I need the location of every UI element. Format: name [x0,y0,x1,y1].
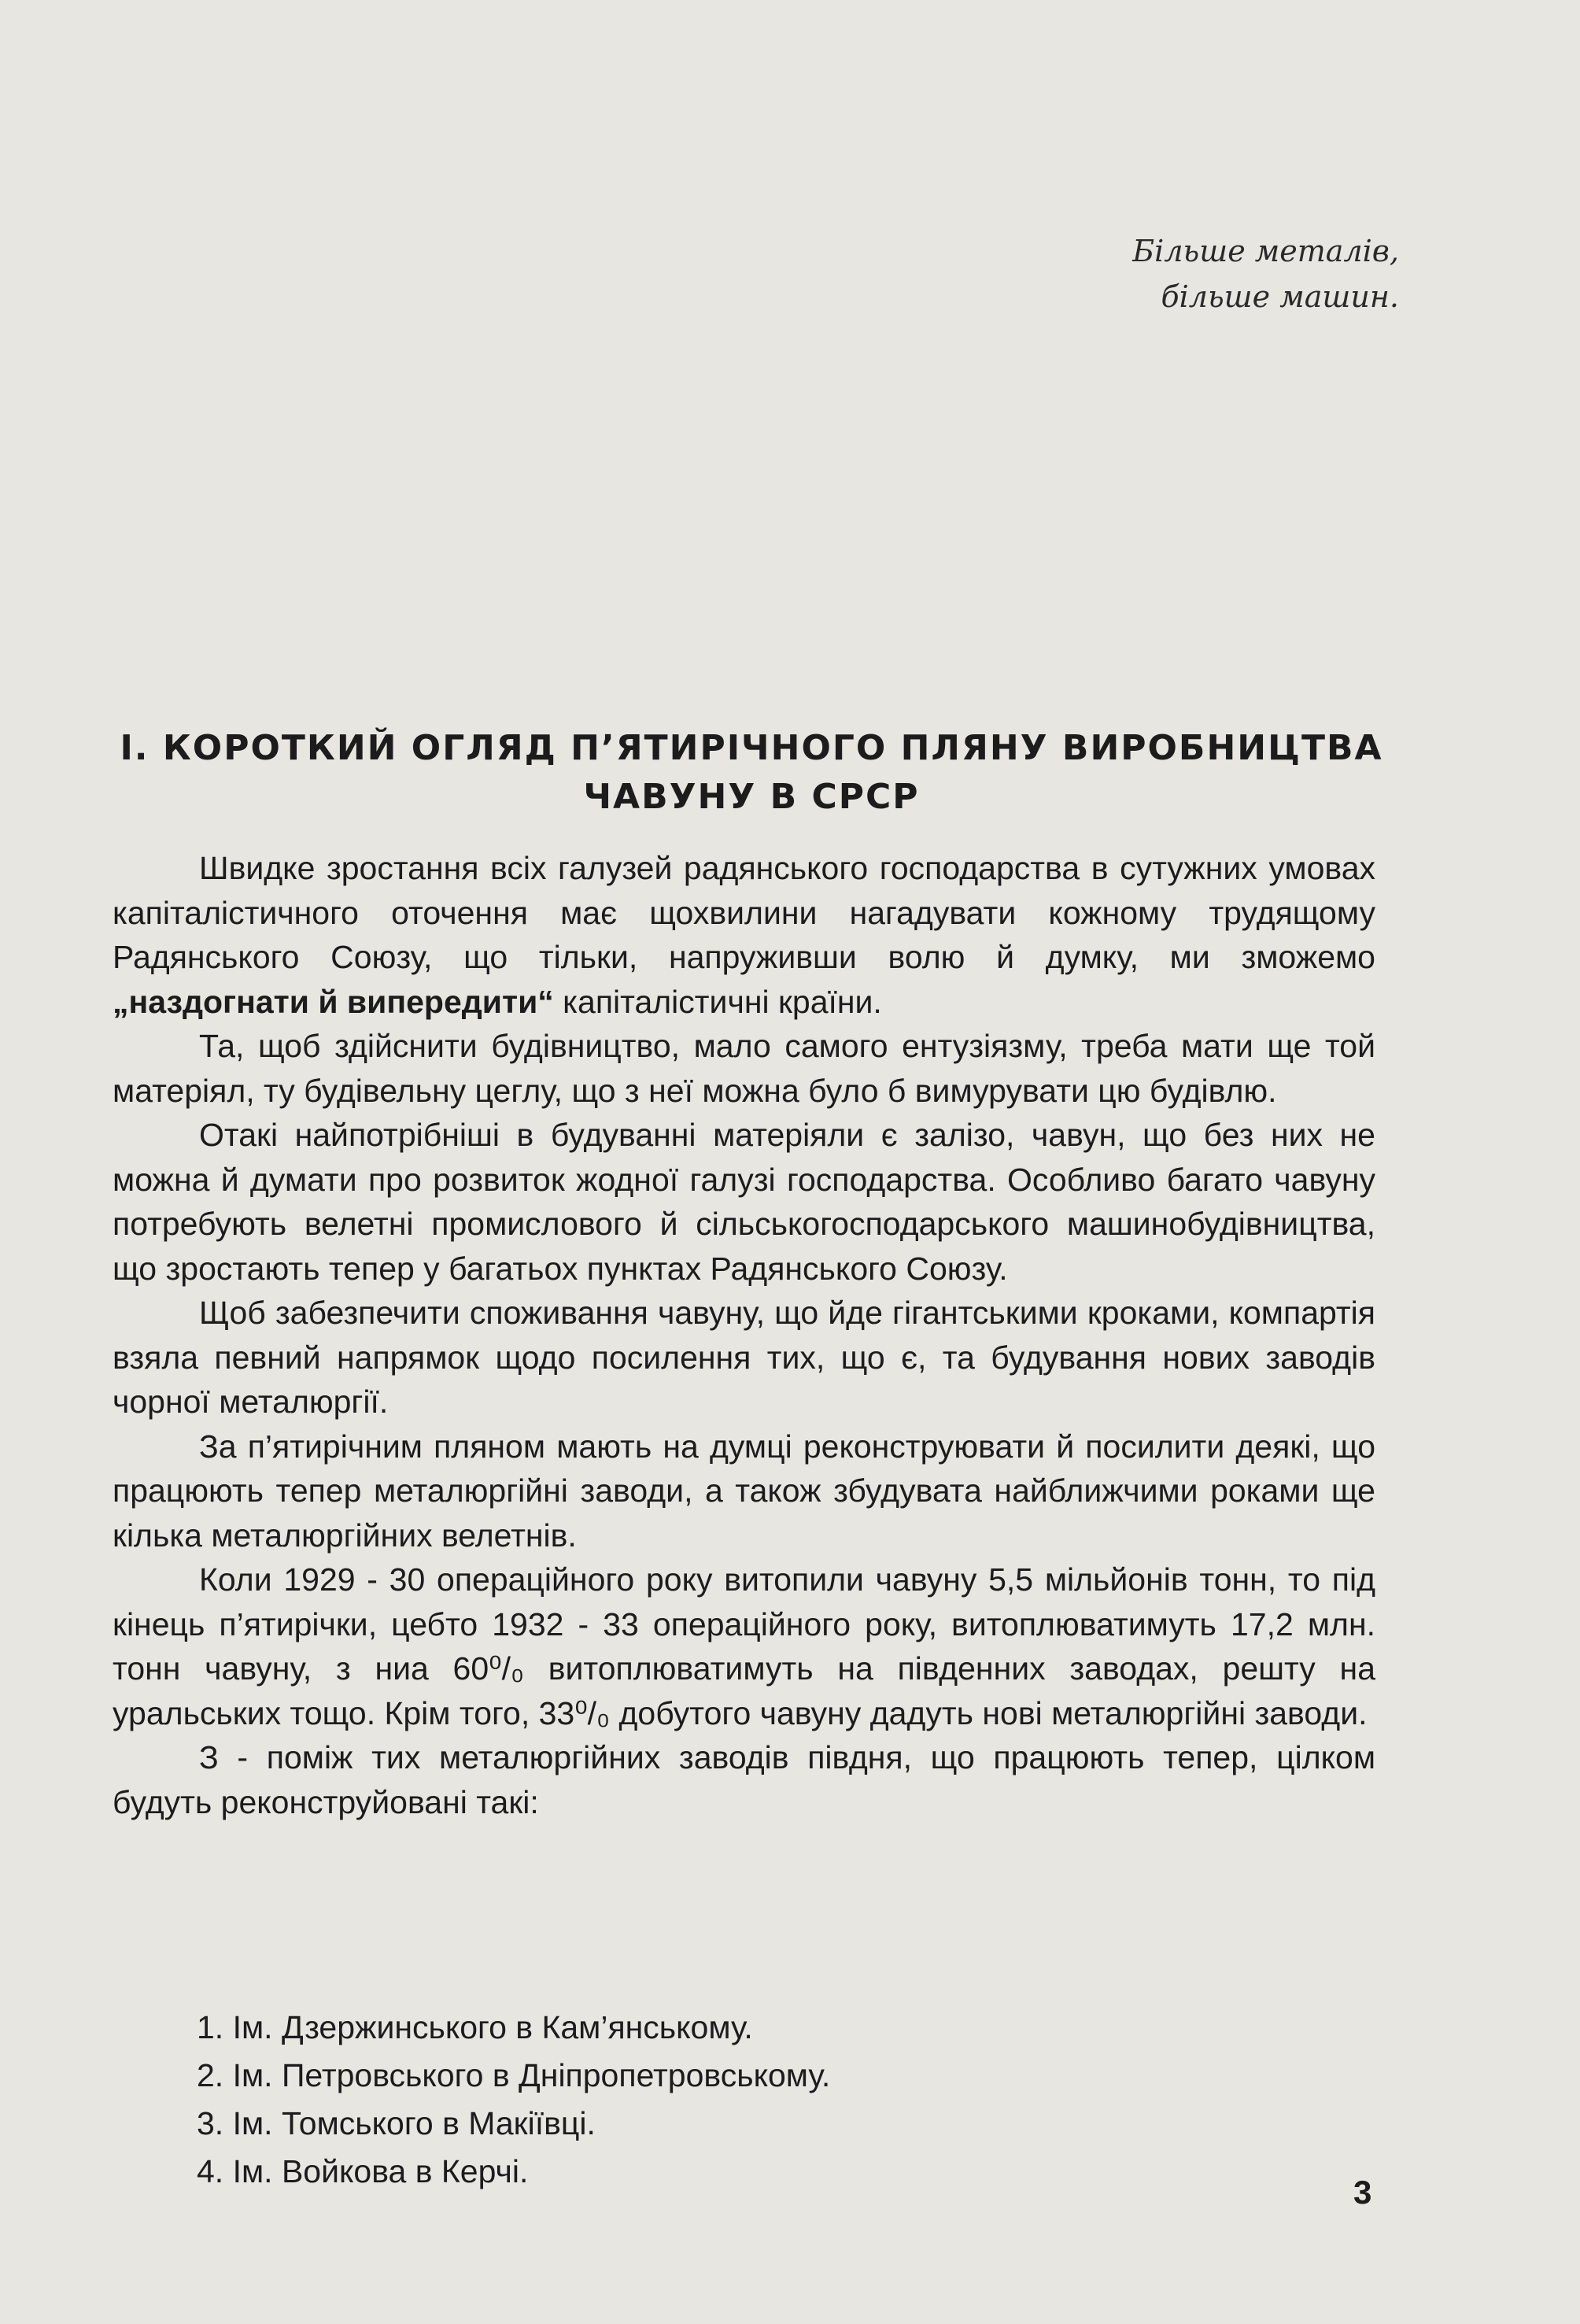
epigraph-line-2: більше машин. [1161,279,1399,314]
chapter-title-line-2: ЧАВУНУ В СРСР [583,777,920,817]
body-text [113,846,1375,1824]
paragraph: З - поміж тих металюргійних заводів півдня, що працюють тепер, цілком будуть реконструйовані такі: [113,1739,1375,1820]
list-item: 4. Ім. Войкова в Керчі. [197,2153,529,2189]
paragraph-text: капіталістичні країни. [553,983,882,1020]
paragraph: Коли 1929 - 30 операційного року витопили чавуну 5,5 мільйонів тонн, то під кінець п’ятирічки, цебто 1932 - 33 операційного року, витоплюватимуть 17,2 млн. тонн чавуну, з ниа 60⁰/₀ витоплюватимуть на південних заводах, решту на уральських тощо. Крім того, 33⁰/₀ добутого чавуну дадуть нові металюргійні заводи. [113,1561,1375,1731]
chapter-title-line-1: І. КОРОТКИЙ ОГЛЯД П’ЯТИРІЧНОГО ПЛЯНУ ВИРОБНИЦТВА [120,728,1383,768]
epigraph-line-1: Більше металів, [1132,234,1399,268]
list-item: 2. Ім. Петровського в Дніпропетровському. [197,2057,831,2093]
paragraph: Щоб забезпечити споживання чавуну, що йде гігантськими кроками, компартія взяла певний напрямок щодо посилення тих, що є, та будування нових заводів чорної металюргії. [113,1295,1375,1420]
list-item: 1. Ім. Дзержинського в Кам’янському. [197,2009,753,2045]
list-item: 3. Ім. Томського в Макіївці. [197,2105,596,2141]
chapter-title [114,724,1389,822]
emphasis-phrase: „наздогнати й випередити“ [113,983,554,1020]
epigraph [1132,228,1399,320]
paragraph: За п’ятирічним пляном мають на думці реконструювати й посилити деякі, що працюють тепер металюргійні заводи, а також збудувата найближчими роками ще кілька металюргійних велетнів. [113,1428,1375,1554]
paragraph: Та, щоб здійснити будівництво, мало самого ентузіязму, треба мати ще той матеріял, ту будівельну цеглу, що з неї можна було б вимурувати цю будівлю. [113,1028,1375,1109]
plants-list [197,2004,830,2196]
page-number: 3 [1353,2174,1372,2211]
paragraph [113,846,1375,1024]
paragraph-text: Швидке зростання всіх галузей радянського господарства в сутужних умовах капіталістичного оточення має щохвилини нагадувати кожному трудящому Радянського Союзу, що тільки, напруживши волю й думку, ми зможемо [113,850,1375,975]
paragraph: Отакі найпотрібніші в будуванні матеріяли є залізо, чавун, що без них не можна й думати про розвиток жодної галузі господарства. Особливо багато чавуну потребують велетні промислового й сільськогосподарського машинобудівництва, що зростають тепер у багатьох пунктах Радянського Союзу. [113,1117,1375,1287]
